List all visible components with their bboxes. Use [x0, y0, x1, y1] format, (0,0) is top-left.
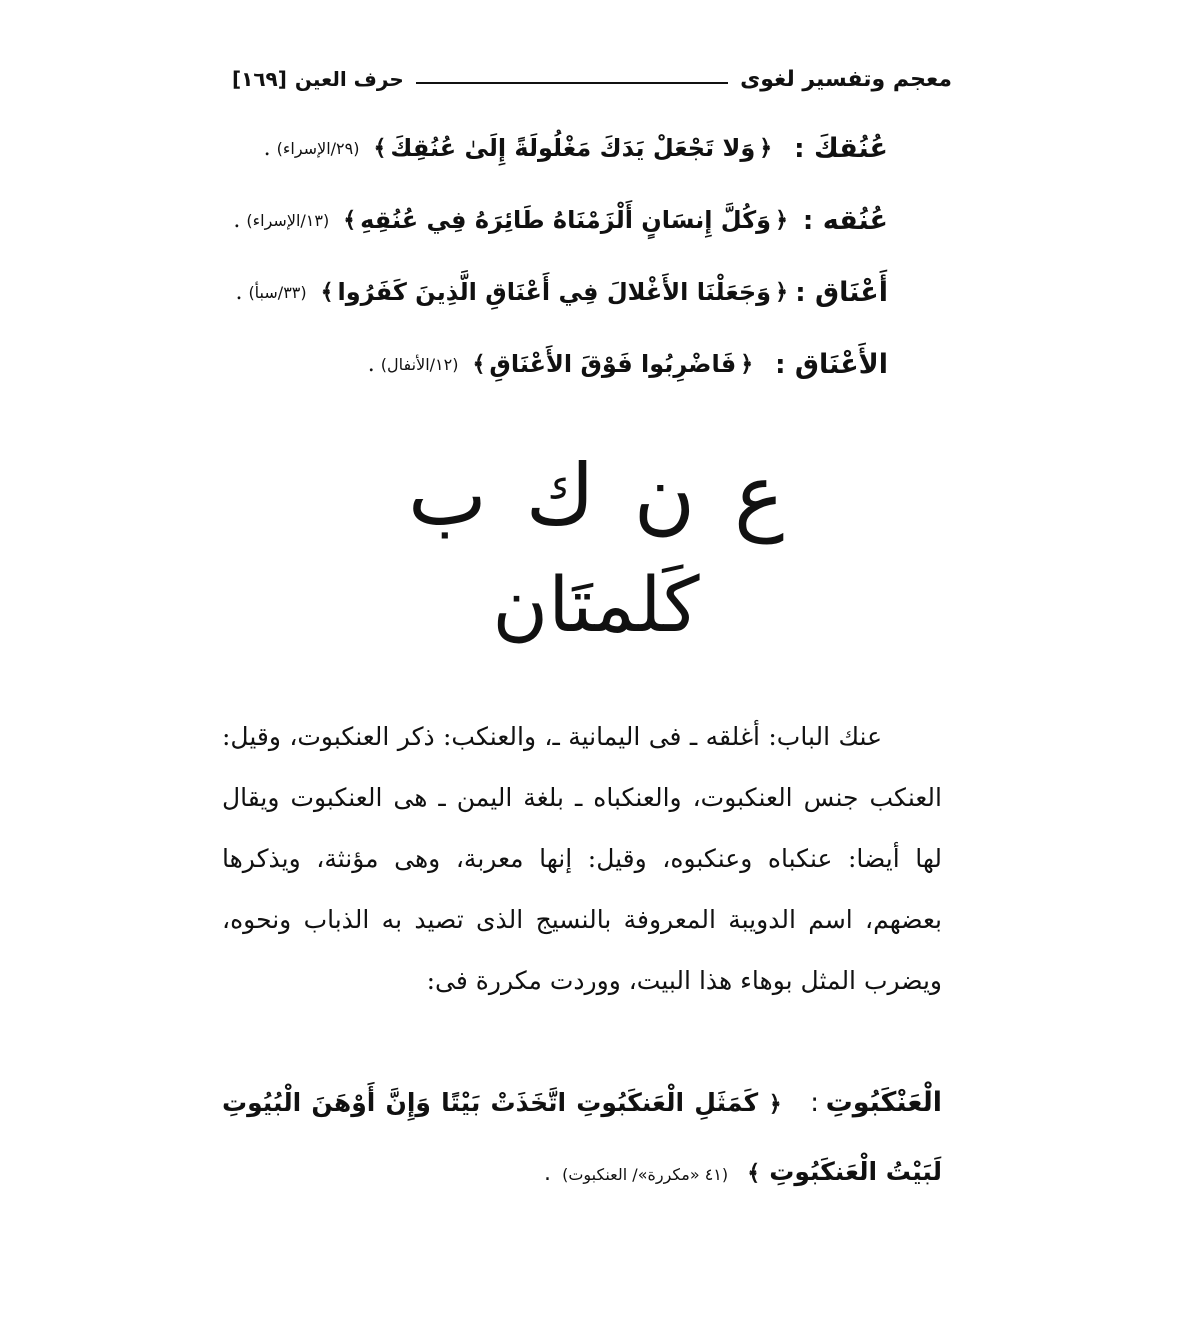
section-title: حرف العين [294, 67, 404, 91]
entry-quote: كَمَثَلِ الْعَنكَبُوتِ اتَّخَذَتْ بَيْتًا وَإِنَّ أَوْهَنَ الْبُيُوتِ لَبَيْتُ الْعَنكَبُوتِ [222, 1088, 942, 1186]
entry-end-mark: . [544, 1161, 552, 1186]
entry-reference: (١٢/الأنفال) [380, 354, 459, 374]
entry-quote: وَكُلَّ إِنسَانٍ أَلْزَمْنَاهُ طَائِرَهُ فِي عُنُقِهِ [360, 206, 772, 234]
root-letters-heading: ع ن ك ب [407, 446, 785, 544]
entry-separator: : [810, 1088, 819, 1118]
quote-open-bracket: ﴿ [759, 135, 773, 161]
entry-reference: (١٣/الإسراء) [246, 210, 330, 230]
final-entry [222, 1070, 942, 1208]
quote-open-bracket: ﴿ [775, 279, 788, 305]
quote-open-bracket: ﴿ [740, 351, 754, 377]
entry-word: أَعْنَاق : [795, 276, 888, 308]
page-number: [١٦٩] [232, 67, 287, 91]
entry-reference: (٣٣/سبأ) [248, 282, 307, 302]
entry-word: الأَعْنَاق : [775, 348, 888, 380]
entry-row [235, 256, 888, 328]
root-word-count-heading: كَلمتَان [492, 560, 700, 649]
quote-open-bracket: ﴿ [775, 207, 788, 233]
entry-row [240, 112, 888, 184]
quote-close-bracket: ﴾ [343, 207, 357, 233]
quote-open-bracket: ﴿ [768, 1092, 782, 1117]
entry-row [233, 184, 888, 256]
entry-quote: وَجَعَلْنَا الأَغْلالَ فِي أَعْنَاقِ الَّذِينَ كَفَرُوا [337, 278, 772, 306]
entry-word: عُنُقه : [802, 204, 888, 236]
entry-reference: (٤١ «مكررة»/ العنكبوت) [562, 1165, 729, 1184]
quote-close-bracket: ﴾ [320, 279, 334, 305]
entry-end-mark: . [367, 351, 375, 377]
entry-list [233, 112, 888, 400]
book-title: معجم وتفسير لغوى [740, 66, 952, 92]
running-header [232, 62, 952, 96]
entry-end-mark: . [233, 207, 241, 233]
quote-close-bracket: ﴾ [472, 351, 486, 377]
quote-close-bracket: ﴾ [747, 1161, 761, 1186]
entry-end-mark: . [263, 135, 271, 161]
entry-word: الْعَنْكَبُوتِ [825, 1087, 942, 1118]
entry-end-mark: . [235, 279, 243, 305]
entry-quote: فَاضْرِبُوا فَوْقَ الأَعْنَاقِ [489, 350, 737, 378]
entry-quote: وَلا تَجْعَلْ يَدَكَ مَغْلُولَةً إِلَىٰ عُنُقِكَ [390, 134, 756, 162]
quote-close-bracket: ﴾ [373, 135, 387, 161]
header-rule [416, 82, 728, 84]
entry-reference: (٢٩/الإسراء) [276, 138, 360, 158]
entry-word: عُنُقكَ : [794, 132, 888, 164]
entry-row [240, 328, 888, 400]
body-paragraph: عنك الباب: أغلقه ـ فى اليمانية ـ، والعنكب: ذكر العنكبوت، وقيل: العنكب جنس العنكبوت، والعنكباه ـ بلغة اليمن ـ هى العنكبوت ويقال لها أيضا: عنكباه وعنكبوه، وقيل: إنها معربة، وهى مؤنثة، ويذكرها بعضهم، اسم الدويبة المعروفة بالنسيج الذى تصيد به الذباب ونحوه، ويضرب المثل بوهاء هذا البيت، ووردت مكررة فى: [222, 722, 942, 995]
